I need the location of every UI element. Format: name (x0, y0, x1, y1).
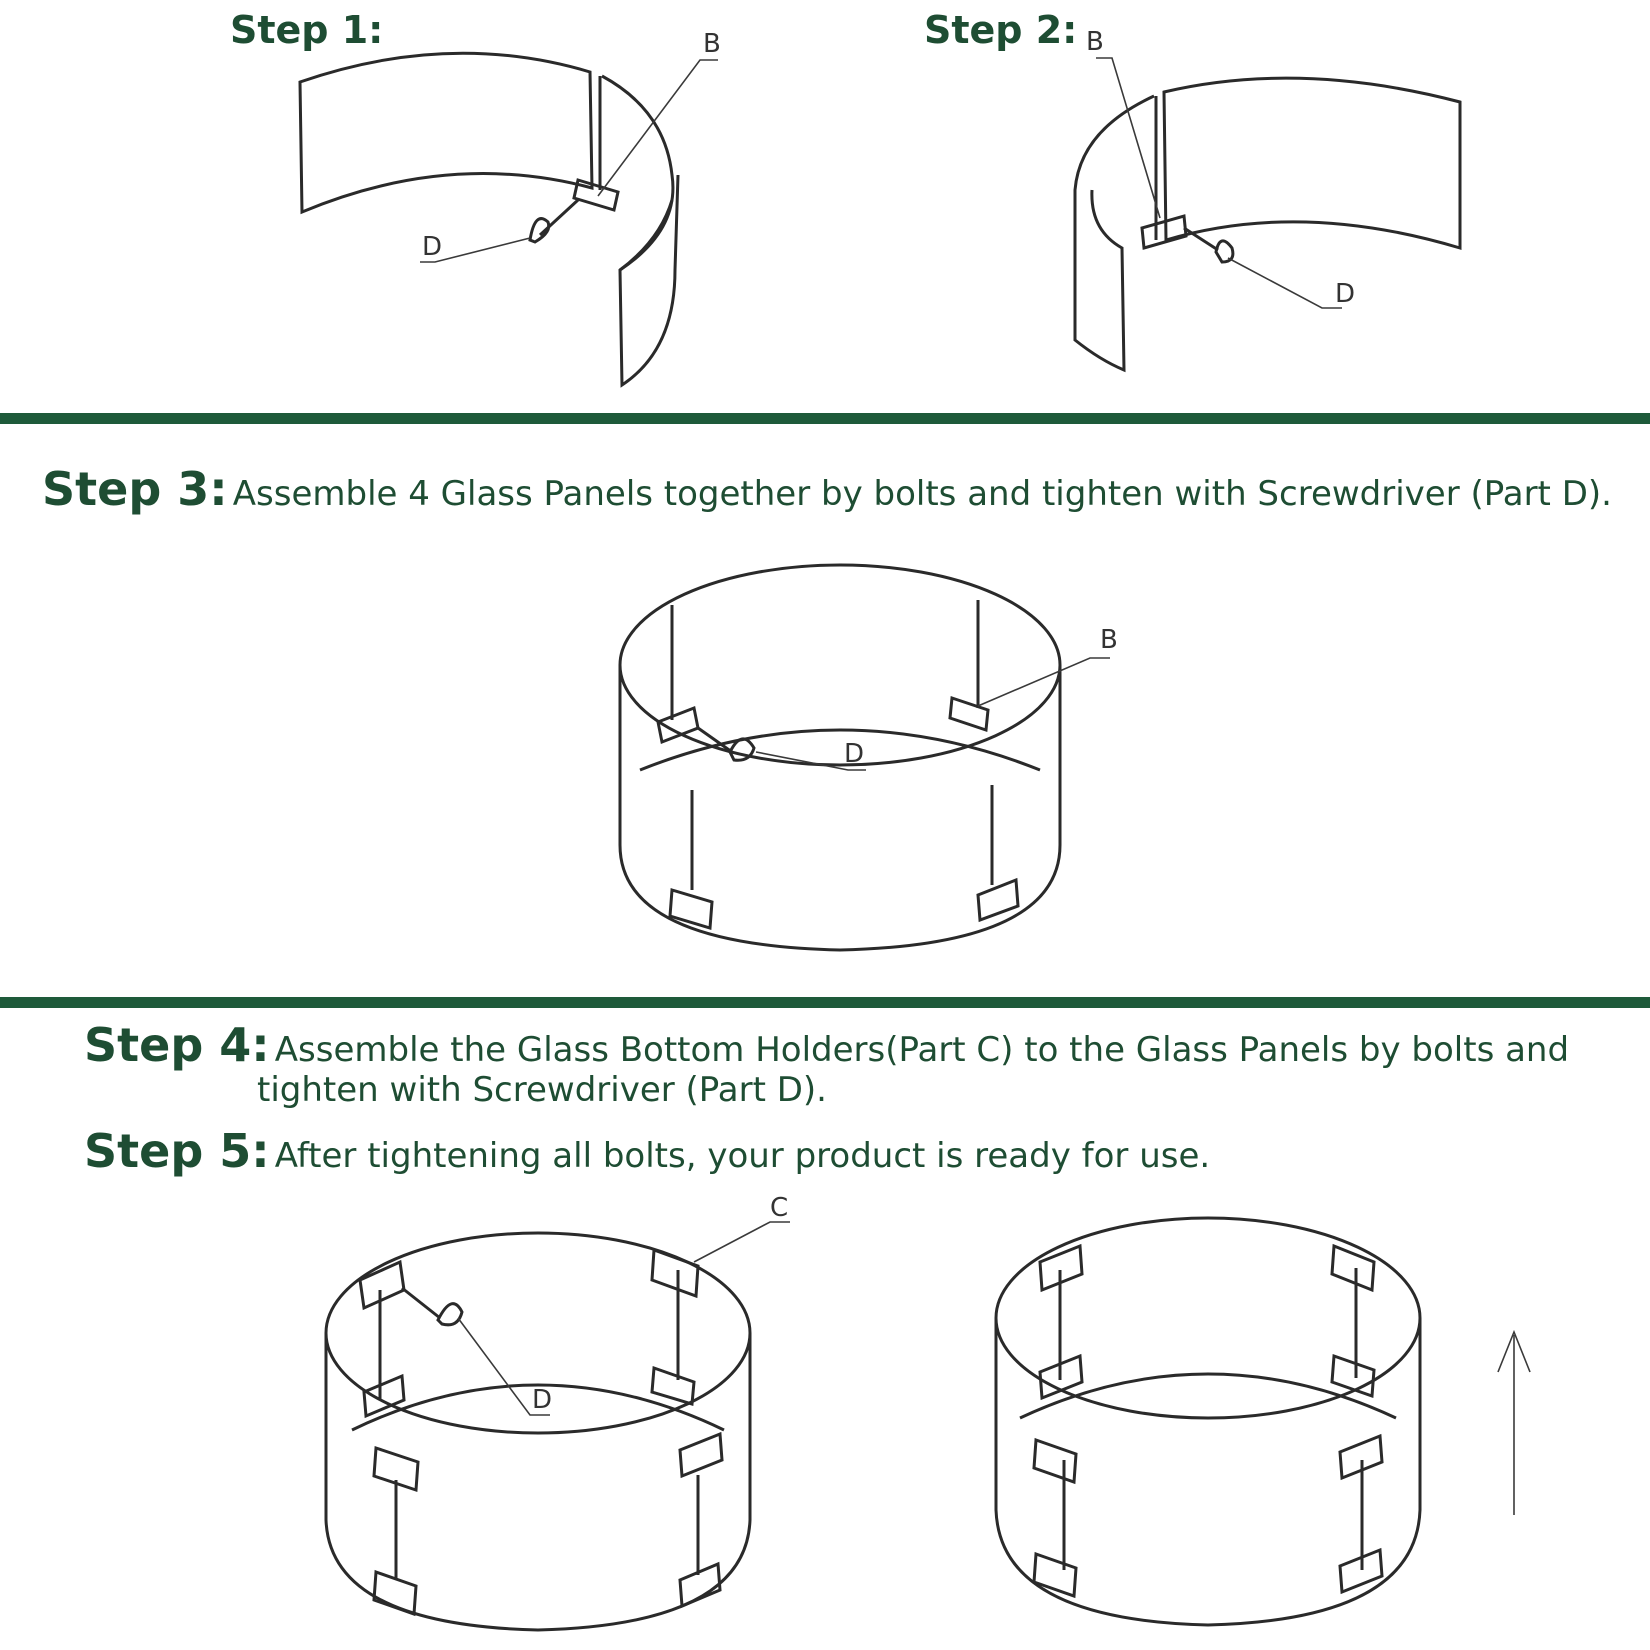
step-3-part-b: B (1100, 625, 1118, 655)
step-3-label: Step 3: (42, 462, 228, 516)
step-4-screwdriver (438, 1304, 462, 1325)
step-1-title: Step 1: (230, 8, 384, 52)
step-3-top-rim (620, 565, 1060, 765)
step-4-bracket-top-left (360, 1262, 404, 1308)
step-3-text: Assemble 4 Glass Panels together by bolts and tighten with Screwdriver (Part D). (232, 474, 1612, 514)
step-4-foot-bottom-right (680, 1564, 720, 1606)
step-3-foot-right (978, 880, 1018, 920)
step-4-foot-front-right (680, 1434, 722, 1476)
step-4-part-c: C (770, 1193, 789, 1223)
step-1-side-inner (620, 200, 672, 270)
step-2-bracket (1142, 216, 1186, 248)
step-5-foot-bottom-left (1034, 1554, 1076, 1596)
step-4-holder-right (652, 1368, 694, 1404)
step-4-label: Step 4: (84, 1018, 270, 1072)
step-3-leader-b (978, 658, 1110, 706)
step-4-screwdriver-shaft (402, 1288, 440, 1318)
step-1-illustration (300, 29, 721, 385)
step-2-title: Step 2: (924, 8, 1078, 52)
step-3-bracket-right (950, 698, 988, 730)
step-5-illustration (996, 1218, 1420, 1625)
step-5-label: Step 5: (84, 1124, 270, 1178)
step-1-part-d: D (422, 232, 443, 262)
step-4-leader-c (694, 1222, 790, 1262)
step-3-illustration (620, 565, 1118, 950)
step-4-text: Assemble the Glass Bottom Holders(Part C) to the Glass Panels by bolts and (274, 1030, 1570, 1070)
up-arrow-icon (1498, 1332, 1530, 1515)
step-2-part-d: D (1335, 279, 1356, 309)
step-3-wall (620, 665, 1060, 950)
step-5-foot-front-left (1034, 1440, 1076, 1482)
step-2-part-b: B (1086, 27, 1104, 57)
step-2-illustration (1075, 27, 1460, 370)
step-1-screwdriver-shaft (540, 200, 578, 235)
step-5-text: After tightening all bolts, your product is ready for use. (274, 1136, 1211, 1176)
step-2-back-panel (1164, 78, 1460, 248)
step-5-foot-front-right (1340, 1436, 1382, 1478)
step-4-foot-bottom-left (374, 1572, 416, 1614)
step-4-bracket-top-right (652, 1250, 698, 1296)
step-1-part-b: B (703, 29, 721, 59)
step-4-text-continued: tighten with Screwdriver (Part D). (257, 1070, 827, 1110)
step-4-part-d: D (532, 1385, 553, 1415)
step-4-illustration (326, 1193, 790, 1630)
step-3-part-d: D (844, 739, 865, 769)
step-1-back-panel (300, 53, 592, 212)
step-5-inner-rim (1020, 1374, 1396, 1418)
step-1-side-panel-edge (602, 76, 678, 385)
step-5-holder-right (1332, 1356, 1374, 1396)
step-2-leader-b (1096, 58, 1160, 218)
step-2-leader-d (1228, 258, 1342, 308)
step-4-foot-front-left (374, 1448, 418, 1490)
